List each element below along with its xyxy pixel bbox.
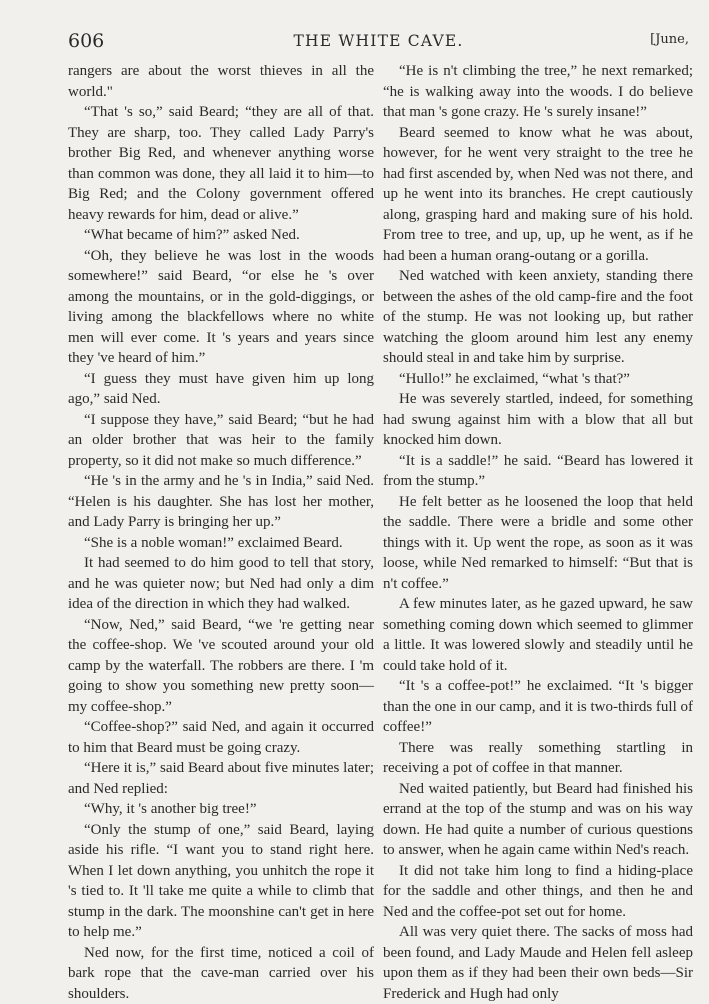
paragraph: “Now, Ned,” said Beard, “we 're getting near the coffee-shop. We 've scouted around your old camp by the waterfall. The robbers are there. I 'm going to show you something new pretty soon—my coffee-shop.” [68,615,374,718]
paragraph: “Coffee-shop?” said Ned, and again it occurred to him that Beard must be going crazy. [68,717,374,758]
paragraph: There was really something startling in receiving a pot of coffee in that manner. [383,738,693,779]
paragraph: “It 's a coffee-pot!” he exclaimed. “It 's bigger than the one in our camp, and it is two-thirds full of coffee!” [383,676,693,738]
page-number: 606 [68,30,104,52]
paragraph: “Why, it 's another big tree!” [68,799,374,820]
paragraph: “He is n't climbing the tree,” he next remarked; “he is walking away into the woods. I do believe that man 's gone crazy. He 's surely insane!” [383,61,693,123]
paragraph: “That 's so,” said Beard; “they are all of that. They are sharp, too. They called Lady Parry's brother Big Red, and whenever anything worse than common was done, they all laid it to him—to Big Red; and the Colony government offered heavy rewards for him, dead or alive.” [68,102,374,225]
paragraph: A few minutes later, as he gazed upward, he saw something coming down which seemed to glimmer a little. It was lowered slowly and steadily until he could take hold of it. [383,594,693,676]
paragraph: “I suppose they have,” said Beard; “but he had an older brother that was heir to the family property, so it did not make so much difference.” [68,410,374,472]
paragraph: Ned waited patiently, but Beard had finished his errand at the top of the stump and was on his way down. He had quite a number of curious questions to answer, when he again came within Ned's reach. [383,779,693,861]
running-header [68,30,689,52]
paragraph: Ned now, for the first time, noticed a coil of bark rope that the cave-man carried over his shoulders. [68,943,374,1004]
paragraph: “Here it is,” said Beard about five minutes later; and Ned replied: [68,758,374,799]
paragraph: “Oh, they believe he was lost in the woods somewhere!” said Beard, “or else he 's over among the mountains, or in the gold-diggings, or living among the blackfellows where no white men will ever come. It 's years and years since they 've heard of him.” [68,246,374,369]
paragraph: “Hullo!” he exclaimed, “what 's that?” [383,369,693,390]
paragraph: “Only the stump of one,” said Beard, laying aside his rifle. “I want you to stand right here. When I let down anything, you unhitch the rope it 's tied to. It 'll take me quite a while to climb that stump in the dark. The moonshine can't get in here to help me.” [68,820,374,943]
paragraph: “It is a saddle!” he said. “Beard has lowered it from the stump.” [383,451,693,492]
paragraph: Ned watched with keen anxiety, standing there between the ashes of the old camp-fire and the foot of the stump. He was not looking up, but rather watching the gloom around him lest any enemy should steal in and take him by surprise. [383,266,693,369]
left-column [68,61,374,1004]
paragraph: He felt better as he loosened the loop that held the saddle. There were a bridle and some other things with it. Up went the rope, as soon as it was loose, while Ned remarked to himself: “But that is n't coffee.” [383,492,693,595]
paragraph: It did not take him long to find a hiding-place for the saddle and other things, and then he and Ned and the coffee-pot set out for home. [383,861,693,923]
paragraph: It had seemed to do him good to tell that story, and he was quieter now; but Ned had only a dim idea of the direction in which they had walked. [68,553,374,615]
running-title: THE WHITE CAVE. [68,32,689,50]
paragraph: All was very quiet there. The sacks of moss had been found, and Lady Maude and Helen fell asleep upon them as if they had been their own beds—Sir Frederick and Hugh had only [383,922,693,1004]
running-month: [June, [650,32,689,47]
paragraph: “She is a noble woman!” exclaimed Beard. [68,533,374,554]
paragraph: He was severely startled, indeed, for something had swung against him with a blow that all but knocked him down. [383,389,693,451]
paragraph: “I guess they must have given him up long ago,” said Ned. [68,369,374,410]
right-column [383,61,693,1004]
paragraph: “What became of him?” asked Ned. [68,225,374,246]
paragraph: Beard seemed to know what he was about, however, for he went very straight to the tree he had first ascended by, when Ned was not there, and up he went into its branches. He crept cautiously along, grasping hard and making sure of his hold. From tree to tree, and up, up, up he went, as if he had been a human orang-outang or a gorilla. [383,123,693,267]
paragraph: “He 's in the army and he 's in India,” said Ned. “Helen is his daughter. She has lost her mother, and Lady Parry is bringing her up.” [68,471,374,533]
paragraph: rangers are about the worst thieves in all the world." [68,61,374,102]
